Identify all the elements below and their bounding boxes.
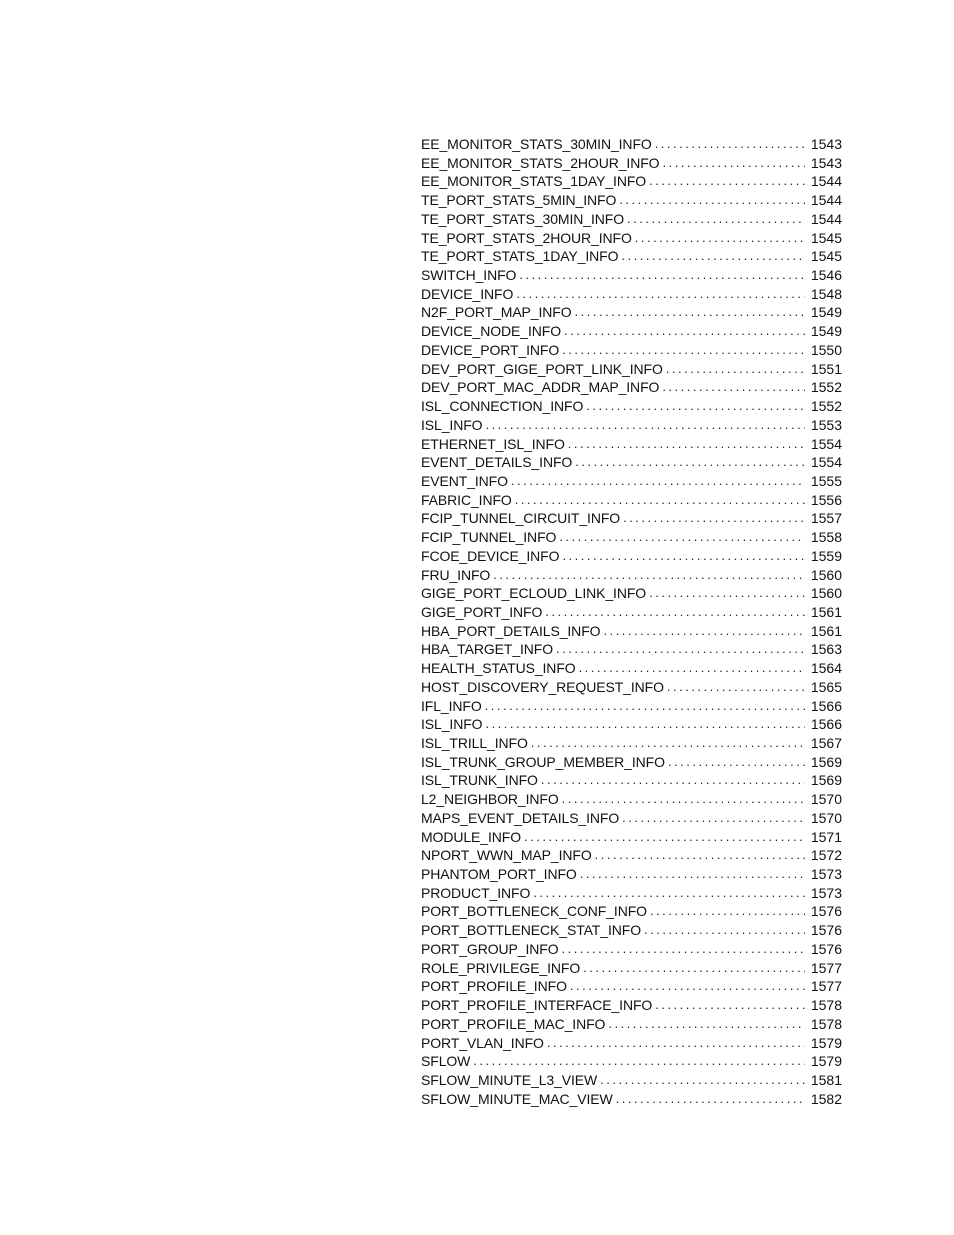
toc-entry-title: DEV_PORT_MAC_ADDR_MAP_INFO [421, 379, 660, 396]
toc-entry-title: ISL_INFO [421, 716, 483, 733]
toc-entry-page-number: 1578 [810, 997, 842, 1014]
toc-entry[interactable] [421, 135, 842, 154]
toc-dot-leader [662, 378, 805, 397]
toc-dot-leader [608, 1015, 805, 1034]
toc-dot-leader [583, 959, 805, 978]
toc-entry-page-number: 1576 [810, 922, 842, 939]
toc-entry-page-number: 1565 [810, 678, 842, 695]
toc-entry-page-number: 1544 [810, 192, 842, 209]
toc-entry-page-number: 1556 [810, 491, 842, 508]
toc-entry-title: DEV_PORT_GIGE_PORT_LINK_INFO [421, 360, 663, 377]
toc-entry-title: FCOE_DEVICE_INFO [421, 547, 560, 564]
toc-entry-page-number: 1558 [810, 529, 842, 546]
toc-entry-page-number: 1576 [810, 903, 842, 920]
toc-entry-page-number: 1554 [810, 435, 842, 452]
toc-dot-leader [533, 884, 805, 903]
toc-entry-page-number: 1555 [810, 472, 842, 489]
toc-entry[interactable] [421, 360, 842, 379]
toc-entry[interactable] [421, 453, 842, 472]
toc-dot-leader [668, 753, 805, 772]
toc-entry[interactable] [421, 790, 842, 809]
toc-entry-title: ROLE_PRIVILEGE_INFO [421, 959, 581, 976]
toc-entry[interactable] [421, 734, 842, 753]
toc-dot-leader [666, 360, 805, 379]
toc-entry-page-number: 1552 [810, 398, 842, 415]
toc-entry-title: PHANTOM_PORT_INFO [421, 866, 577, 883]
toc-entry-page-number: 1563 [810, 641, 842, 658]
toc-entry-title: TE_PORT_STATS_1DAY_INFO [421, 248, 619, 265]
toc-entry-page-number: 1569 [810, 772, 842, 789]
toc-entry-page-number: 1561 [810, 622, 842, 639]
toc-entry-page-number: 1573 [810, 866, 842, 883]
toc-entry-title: PORT_BOTTLENECK_STAT_INFO [421, 922, 641, 939]
toc-entry-title: PORT_PROFILE_INTERFACE_INFO [421, 997, 653, 1014]
toc-entry-page-number: 1544 [810, 173, 842, 190]
toc-dot-leader [564, 322, 805, 341]
toc-dot-leader [621, 247, 805, 266]
toc-entry-title: ISL_TRUNK_GROUP_MEMBER_INFO [421, 753, 665, 770]
toc-entry[interactable] [421, 528, 842, 547]
toc-entry-title: SFLOW [421, 1053, 471, 1070]
toc-entry[interactable] [421, 603, 842, 622]
toc-dot-leader [580, 865, 805, 884]
toc-entry-page-number: 1578 [810, 1015, 842, 1032]
toc-entry[interactable] [421, 828, 842, 847]
toc-entry-title: PORT_PROFILE_MAC_INFO [421, 1015, 606, 1032]
toc-entry-title: ISL_CONNECTION_INFO [421, 398, 584, 415]
toc-entry[interactable] [421, 378, 842, 397]
toc-entry-title: MAPS_EVENT_DETAILS_INFO [421, 809, 620, 826]
toc-entry-title: FRU_INFO [421, 566, 491, 583]
toc-entry[interactable] [421, 678, 842, 697]
table-of-contents [421, 135, 842, 1108]
toc-entry[interactable] [421, 1090, 842, 1109]
toc-dot-leader [667, 678, 805, 697]
toc-entry-page-number: 1566 [810, 716, 842, 733]
toc-entry[interactable] [421, 397, 842, 416]
toc-dot-leader [655, 996, 805, 1015]
toc-entry-title: TE_PORT_STATS_2HOUR_INFO [421, 229, 632, 246]
toc-entry-page-number: 1548 [810, 285, 842, 302]
toc-entry-page-number: 1576 [810, 940, 842, 957]
toc-entry-title: GIGE_PORT_ECLOUD_LINK_INFO [421, 585, 647, 602]
toc-dot-leader [622, 809, 805, 828]
toc-entry[interactable] [421, 547, 842, 566]
toc-dot-leader [650, 902, 805, 921]
toc-entry-page-number: 1550 [810, 341, 842, 358]
toc-entry-title: ISL_TRUNK_INFO [421, 772, 538, 789]
toc-entry-page-number: 1543 [810, 154, 842, 171]
toc-entry[interactable] [421, 191, 842, 210]
toc-entry-page-number: 1564 [810, 660, 842, 677]
toc-entry-title: SWITCH_INFO [421, 267, 517, 284]
toc-entry[interactable] [421, 940, 842, 959]
toc-entry-title: HEALTH_STATUS_INFO [421, 660, 576, 677]
toc-entry-page-number: 1577 [810, 959, 842, 976]
toc-entry[interactable] [421, 1015, 842, 1034]
toc-entry[interactable] [421, 210, 842, 229]
toc-dot-leader [541, 771, 805, 790]
toc-entry-title: DEVICE_PORT_INFO [421, 341, 560, 358]
toc-entry-page-number: 1543 [810, 136, 842, 152]
toc-entry-page-number: 1559 [810, 547, 842, 564]
toc-entry-title: EE_MONITOR_STATS_2HOUR_INFO [421, 154, 660, 171]
toc-entry-title: EVENT_INFO [421, 472, 508, 489]
toc-entry[interactable] [421, 303, 842, 322]
toc-entry-page-number: 1581 [810, 1071, 842, 1088]
toc-entry-page-number: 1567 [810, 735, 842, 751]
toc-dot-leader [635, 229, 805, 248]
toc-entry-page-number: 1557 [810, 510, 842, 527]
toc-entry-page-number: 1551 [810, 360, 842, 377]
toc-entry-page-number: 1569 [810, 753, 842, 770]
toc-dot-leader [627, 210, 805, 229]
toc-entry[interactable] [421, 846, 842, 865]
toc-entry-title: TE_PORT_STATS_5MIN_INFO [421, 192, 617, 209]
toc-entry-page-number: 1577 [810, 978, 842, 995]
toc-dot-leader [515, 491, 805, 510]
toc-dot-leader [485, 416, 805, 435]
toc-entry[interactable] [421, 322, 842, 341]
toc-entry-page-number: 1554 [810, 454, 842, 471]
toc-entry-page-number: 1545 [810, 248, 842, 265]
toc-entry[interactable] [421, 902, 842, 921]
toc-entry-page-number: 1572 [810, 847, 842, 864]
toc-entry-page-number: 1545 [810, 229, 842, 246]
toc-entry-title: HBA_PORT_DETAILS_INFO [421, 622, 601, 639]
toc-entry-title: EVENT_DETAILS_INFO [421, 454, 573, 471]
toc-entry-title: PORT_VLAN_INFO [421, 1034, 544, 1051]
toc-dot-leader [556, 640, 805, 659]
toc-entry-title: IFL_INFO [421, 697, 482, 714]
toc-entry[interactable] [421, 416, 842, 435]
toc-dot-leader [649, 584, 805, 603]
toc-entry-page-number: 1573 [810, 884, 842, 901]
toc-entry[interactable] [421, 753, 842, 772]
toc-entry[interactable] [421, 865, 842, 884]
toc-entry-page-number: 1570 [810, 791, 842, 808]
toc-entry-title: DEVICE_NODE_INFO [421, 323, 561, 340]
toc-entry-title: NPORT_WWN_MAP_INFO [421, 847, 592, 864]
toc-dot-leader [516, 285, 805, 304]
toc-dot-leader [644, 921, 805, 940]
toc-entry-page-number: 1552 [810, 379, 842, 396]
toc-entry-title: PORT_GROUP_INFO [421, 940, 559, 957]
toc-entry-page-number: 1570 [810, 809, 842, 826]
toc-entry-page-number: 1544 [810, 210, 842, 227]
toc-entry-title: TE_PORT_STATS_30MIN_INFO [421, 210, 624, 227]
toc-entry-title: EE_MONITOR_STATS_30MIN_INFO [421, 136, 652, 152]
toc-entry[interactable] [421, 622, 842, 641]
toc-entry[interactable] [421, 285, 842, 304]
toc-dot-leader [519, 266, 805, 285]
toc-entry[interactable] [421, 959, 842, 978]
toc-entry-title: ISL_TRILL_INFO [421, 735, 528, 751]
toc-entry-title: SFLOW_MINUTE_MAC_VIEW [421, 1090, 613, 1107]
toc-dot-leader [603, 622, 805, 641]
toc-entry-title: FCIP_TUNNEL_INFO [421, 529, 557, 546]
toc-entry[interactable] [421, 266, 842, 285]
toc-dot-leader [511, 472, 805, 491]
toc-entry-title: PORT_BOTTLENECK_CONF_INFO [421, 903, 647, 920]
toc-dot-leader [568, 435, 805, 454]
toc-entry[interactable] [421, 341, 842, 360]
toc-dot-leader [619, 191, 805, 210]
toc-entry[interactable] [421, 640, 842, 659]
toc-entry-title: FCIP_TUNNEL_CIRCUIT_INFO [421, 510, 621, 527]
toc-dot-leader [545, 603, 805, 622]
toc-entry-title: PORT_PROFILE_INFO [421, 978, 567, 995]
toc-dot-leader [662, 154, 805, 173]
toc-dot-leader [575, 303, 805, 322]
toc-dot-leader [562, 790, 805, 809]
toc-dot-leader [623, 509, 805, 528]
toc-entry-page-number: 1546 [810, 267, 842, 284]
toc-dot-leader [562, 547, 805, 566]
toc-entry-page-number: 1566 [810, 697, 842, 714]
toc-entry[interactable] [421, 884, 842, 903]
toc-entry-title: EE_MONITOR_STATS_1DAY_INFO [421, 173, 647, 190]
toc-dot-leader [547, 1034, 805, 1053]
toc-entry-page-number: 1579 [810, 1053, 842, 1070]
toc-entry[interactable] [421, 435, 842, 454]
toc-entry-title: MODULE_INFO [421, 828, 522, 845]
toc-dot-leader [473, 1052, 805, 1071]
toc-dot-leader [531, 734, 805, 753]
toc-entry-page-number: 1560 [810, 585, 842, 602]
toc-entry[interactable] [421, 566, 842, 585]
toc-entry[interactable] [421, 584, 842, 603]
toc-dot-leader [485, 697, 805, 716]
toc-entry-title: ISL_INFO [421, 416, 483, 433]
toc-entry-title: HOST_DISCOVERY_REQUEST_INFO [421, 678, 664, 695]
toc-entry[interactable] [421, 229, 842, 248]
toc-entry-page-number: 1553 [810, 416, 842, 433]
toc-entry-page-number: 1582 [810, 1090, 842, 1107]
toc-entry[interactable] [421, 659, 842, 678]
toc-dot-leader [570, 977, 805, 996]
toc-dot-leader [579, 659, 805, 678]
toc-dot-leader [595, 846, 805, 865]
toc-entry[interactable] [421, 1052, 842, 1071]
toc-dot-leader [562, 940, 806, 959]
toc-dot-leader [559, 528, 805, 547]
toc-dot-leader [649, 172, 805, 191]
toc-entry-page-number: 1560 [810, 566, 842, 583]
toc-entry[interactable] [421, 472, 842, 491]
toc-entry-page-number: 1549 [810, 304, 842, 321]
toc-entry-page-number: 1561 [810, 603, 842, 620]
toc-dot-leader [524, 828, 805, 847]
toc-entry[interactable] [421, 1071, 842, 1090]
toc-dot-leader [562, 341, 805, 360]
toc-entry-title: ETHERNET_ISL_INFO [421, 435, 565, 452]
toc-entry-title: GIGE_PORT_INFO [421, 603, 543, 620]
toc-entry[interactable] [421, 154, 842, 173]
toc-dot-leader [600, 1071, 805, 1090]
toc-entry-page-number: 1579 [810, 1034, 842, 1051]
toc-dot-leader [485, 715, 805, 734]
toc-entry-title: HBA_TARGET_INFO [421, 641, 554, 658]
toc-dot-leader [493, 566, 805, 585]
toc-entry[interactable] [421, 491, 842, 510]
toc-entry[interactable] [421, 509, 842, 528]
toc-entry-title: L2_NEIGHBOR_INFO [421, 791, 559, 808]
toc-entry[interactable] [421, 1034, 842, 1053]
toc-entry-title: PRODUCT_INFO [421, 884, 531, 901]
toc-entry[interactable] [421, 771, 842, 790]
toc-entry[interactable] [421, 977, 842, 996]
toc-dot-leader [616, 1090, 805, 1109]
toc-entry[interactable] [421, 996, 842, 1015]
toc-entry-title: SFLOW_MINUTE_L3_VIEW [421, 1071, 598, 1088]
toc-dot-leader [655, 135, 805, 154]
toc-entry[interactable] [421, 697, 842, 716]
toc-entry-title: N2F_PORT_MAP_INFO [421, 304, 572, 321]
toc-entry-title: FABRIC_INFO [421, 491, 512, 508]
toc-entry[interactable] [421, 715, 842, 734]
toc-entry-page-number: 1549 [810, 323, 842, 340]
toc-entry[interactable] [421, 809, 842, 828]
toc-dot-leader [586, 397, 805, 416]
toc-entry[interactable] [421, 172, 842, 191]
toc-entry-page-number: 1571 [810, 828, 842, 845]
toc-entry[interactable] [421, 247, 842, 266]
toc-entry-title: DEVICE_INFO [421, 285, 514, 302]
toc-entry[interactable] [421, 921, 842, 940]
toc-dot-leader [575, 453, 805, 472]
